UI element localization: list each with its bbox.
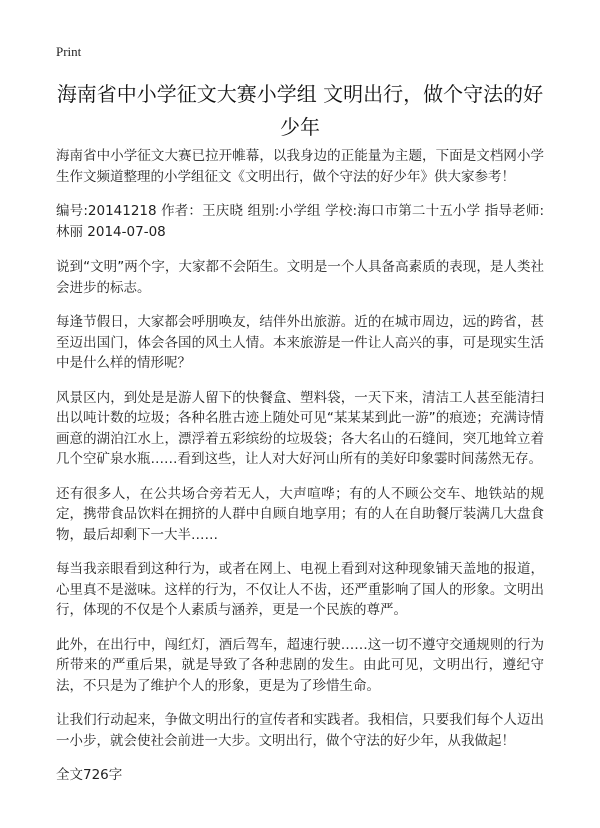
body-paragraph-5: 每当我亲眼看到这种行为，或者在网上、电视上看到对这种现象铺天盖地的报道，心里真不是滋味。这样的行为，不仅让人不齿，还严重影响了国人的形象。文明出行，体现的不仅是个人素质与涵养，更是一个民族的尊严。 <box>56 561 544 618</box>
article-title: 海南省中小学征文大赛小学组 文明出行，做个守法的好少年 <box>56 82 544 139</box>
body-paragraph-2: 每逢节假日，大家都会呼朋唤友，结伴外出旅游。近的在城市周边，远的跨省，甚至迈出国门，体会各国的风土人情。本来旅游是一件让人高兴的事，可是现实生活中是什么样的情形呢？ <box>56 314 544 371</box>
word-count: 全文726字 <box>56 767 123 783</box>
body-paragraph-1: 说到“文明”两个字，大家都不会陌生。文明是一个人具备高素质的表现，是人类社会进步的标志。 <box>56 259 544 296</box>
body-paragraph-6: 此外，在出行中，闯红灯，酒后驾车，超速行驶……这一切不遵守交通规则的行为所带来的严重后果，就是导致了各种悲剧的发生。由此可见，文明出行，遵纪守法，不只是为了维护个人的形象，更是为了珍惜生命。 <box>56 636 544 694</box>
intro-paragraph: 海南省中小学征文大赛已拉开帷幕，以我身边的正能量为主题，下面是文档网小学生作文频道整理的小学组征文《文明出行，做个守法的好少年》供大家参考！ <box>56 148 544 185</box>
body-paragraph-3: 风景区内，到处是是游人留下的快餐盒、塑料袋，一天下来，清洁工人甚至能清扫出以吨计数的垃圾；各种名胜古迹上随处可见“某某某到此一游”的痕迹；充满诗情画意的湖泊江水上，漂浮着五彩缤纷的垃圾袋；各大名山的石缝间，突兀地耸立着几个空矿泉水瓶……看到这些，让人对大好河山所有的美好印象霎时间荡然无存。 <box>56 389 544 467</box>
print-link[interactable]: Print <box>56 44 82 59</box>
body-paragraph-4: 还有很多人，在公共场合旁若无人，大声喧哗；有的人不顾公交车、地铁站的规定，携带食品饮料在拥挤的人群中自顾自地享用；有的人在自助餐厅装满几大盘食物，最后却剩下一大半…… <box>56 485 544 543</box>
article-meta: 编号:20141218 作者：王庆晓 组别:小学组 学校:海口市第二十五小学 指导老师:林丽 2014-07-08 <box>56 203 544 240</box>
article-body <box>56 146 544 800</box>
body-paragraph-7: 让我们行动起来，争做文明出行的宣传者和实践者。我相信，只要我们每个人迈出一小步，就会使社会前进一大步。文明出行，做个守法的好少年，从我做起！ <box>56 712 544 749</box>
